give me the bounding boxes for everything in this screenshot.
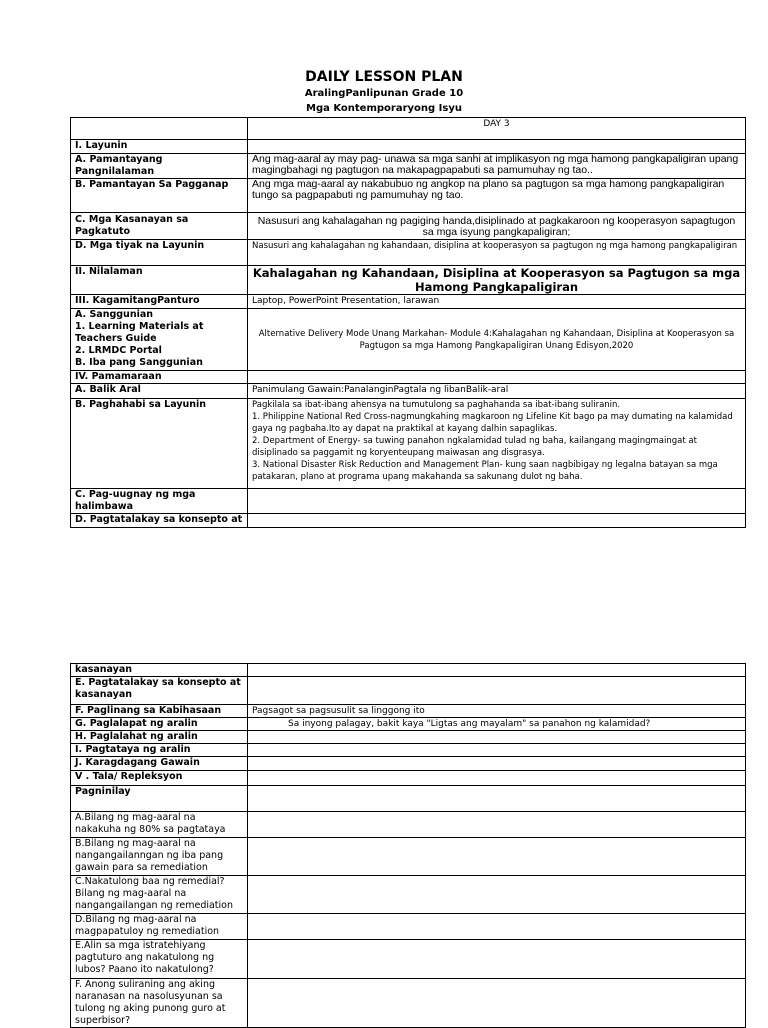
row-label: B. Pamantayan Sa Pagganap [71, 179, 248, 213]
row-label [71, 309, 248, 371]
row-label: kasanayan [71, 664, 248, 677]
table-row [71, 179, 746, 213]
row-label: F. Paglinang sa Kabihasaan [71, 705, 248, 718]
lesson-content-title: Kahalagahan ng Kahandaan, Disiplina at Kooperasyon sa Pagtugon sa mga Hamong Pangkapaligiran [248, 266, 746, 295]
lesson-plan-table-page2 [70, 663, 746, 1028]
table-row [71, 979, 746, 1028]
table-cell [248, 677, 746, 705]
row-value: Sa inyong palagay, bakit kaya "Ligtas ang mayalam" sa panahon ng kalamidad? [248, 718, 746, 731]
row-label: A. Pamantayang Pangnilalaman [71, 154, 248, 179]
table-cell [248, 744, 746, 757]
table-row [71, 399, 746, 489]
row-label: B. Paghahabi sa Layunin [71, 399, 248, 489]
table-cell [248, 940, 746, 979]
table-row [71, 876, 746, 914]
row-label: C. Mga Kasanayan sa Pagkatuto [71, 213, 248, 240]
reflection-item: F. Anong suliraning ang aking naranasan na nasolusyunan sa tulong ng aking punong guro at superbisor? [71, 979, 248, 1028]
table-cell [248, 514, 746, 528]
table-row [71, 771, 746, 786]
table-cell [248, 664, 746, 677]
table-row [71, 914, 746, 940]
table-cell [248, 812, 746, 838]
row-label: C. Pag-uugnay ng mga halimbawa [71, 489, 248, 514]
table-cell [248, 979, 746, 1028]
topic-subtitle: Mga Kontemporaryong Isyu [306, 103, 462, 114]
row-label: IV. Pamamaraan [71, 371, 248, 384]
row-label: III. KagamitangPanturo [71, 295, 248, 309]
table-row [71, 240, 746, 266]
lesson-plan-table-page1 [70, 117, 746, 528]
row-value: Alternative Delivery Mode Unang Markahan- Module 4:Kahalagahan ng Kahandaan, Disiplina at Kooperasyon sa Pagtugon sa mga Hamong Pangkapaligiran Unang Edisyon,2020 [248, 309, 746, 371]
table-row [71, 757, 746, 771]
table-cell [248, 731, 746, 744]
day-label: DAY 3 [248, 118, 746, 140]
table-cell [248, 371, 746, 384]
row-label: V . Tala/ Repleksyon [71, 771, 248, 786]
row-label: A. Balik Aral [71, 384, 248, 399]
row-value: Nasusuri ang kahalagahan ng pagiging handa,disiplinado at pagkakaroon ng kooperasyon sapagtugon sa mga isyung pangkapaligiran; [248, 213, 746, 240]
table-cell [248, 838, 746, 876]
table-row [71, 677, 746, 705]
row-value: Panimulang Gawain:PanalanginPagtala ng libanBalik-aral [248, 384, 746, 399]
table-row [71, 266, 746, 295]
row-value: Nasusuri ang kahalagahan ng kahandaan, disiplina at kooperasyon sa pagtugon ng mga hamong pangkapaligiran [248, 240, 746, 266]
subject-subtitle: AralingPanlipunan Grade 10 [304, 88, 464, 99]
table-cell [248, 914, 746, 940]
row-label: H. Paglalahat ng aralin [71, 731, 248, 744]
table-row [71, 664, 746, 677]
table-cell [248, 876, 746, 914]
table-cell [248, 757, 746, 771]
reflection-item: B.Bilang ng mag-aaral na nangangailanngan ng iba pang gawain para sa remediation [71, 838, 248, 876]
row-label: II. Nilalaman [71, 266, 248, 295]
row-value: Laptop, PowerPoint Presentation, larawan [248, 295, 746, 309]
row-label: Pagninilay [71, 786, 248, 812]
row-label: G. Paglalapat ng aralin [71, 718, 248, 731]
table-cell [71, 118, 248, 140]
row-label: D. Mga tiyak na Layunin [71, 240, 248, 266]
table-cell [248, 140, 746, 154]
row-label: I. Layunin [71, 140, 248, 154]
row-label: J. Karagdagang Gawain [71, 757, 248, 771]
row-label: I. Pagtataya ng aralin [71, 744, 248, 757]
table-row [71, 744, 746, 757]
row-value [248, 399, 746, 489]
table-row [71, 309, 746, 371]
table-row [71, 731, 746, 744]
table-row [71, 514, 746, 528]
table-row [71, 718, 746, 731]
table-cell [248, 771, 746, 786]
reflection-item: A.Bilang ng mag-aaral na nakakuha ng 80% sa pagtataya [71, 812, 248, 838]
text-line: Pagkilala sa ibat-ibang ahensya na tumutulong sa paghahanda sa ibat-ibang suliranin. [252, 400, 621, 410]
text-line: 3. National Disaster Risk Reduction and Management Plan- kung saan nagbibigay ng legalna batayan sa mga patakaran, plano at programa upang makahanda sa sakunang dulot ng baha. [252, 460, 718, 482]
reflection-item: E.Alin sa mga istratehiyang pagtuturo ang nakatulong ng lubos? Paano ito nakatulong? [71, 940, 248, 979]
label-line: 2. LRMDC Portal [75, 345, 162, 356]
text-line: 1. Philippine National Red Cross-nagmungkahing magkaroon ng Lifeline Kit bago pa may dumating na kalamidad gaya ng pagbaha.Ito ay dapat na praktikal at kayang dalhin sapaglikas. [252, 412, 733, 434]
text-line: 2. Department of Energy- sa tuwing panahon ngkalamidad tulad ng baha, kailangang magingmaingat at disiplinado sa paggamit ng koryenteupang maiwasan ang disgrasya. [252, 436, 697, 458]
reflection-item: D.Bilang ng mag-aaral na magpapatuloy ng remediation [71, 914, 248, 940]
table-cell [248, 489, 746, 514]
table-row [71, 489, 746, 514]
label-line: B. Iba pang Sanggunian [75, 357, 203, 368]
table-row [71, 140, 746, 154]
table-row [71, 940, 746, 979]
page-title: DAILY LESSON PLAN [305, 69, 463, 85]
table-row [71, 154, 746, 179]
row-label: D. Pagtatalakay sa konsepto at [71, 514, 248, 528]
reflection-item: C.Nakatulong baa ng remedial?Bilang ng mag-aaral na nangangailangan ng remediation [71, 876, 248, 914]
table-row [71, 213, 746, 240]
table-row [71, 786, 746, 812]
row-value: Ang mag-aaral ay may pag- unawa sa mga sanhi at implikasyon ng mga hamong pangkapaligiran upang magingbahagi ng pagtugon na makapagpapabuti sa pamumuhay ng tao.. [248, 154, 746, 179]
table-row [71, 384, 746, 399]
table-row [71, 295, 746, 309]
label-line: A. Sanggunian [75, 309, 154, 320]
table-row [71, 371, 746, 384]
table-row [71, 118, 746, 140]
row-value: Ang mga mag-aaral ay nakabubuo ng angkop na plano sa pagtugon sa mga hamong pangkapaligiran tungo sa pagpapabuti ng pamumuhay ng tao. [248, 179, 746, 213]
table-row [71, 812, 746, 838]
row-label: E. Pagtatalakay sa konsepto at kasanayan [71, 677, 248, 705]
label-line: 1. Learning Materials at Teachers Guide [75, 321, 204, 344]
table-row [71, 705, 746, 718]
table-row [71, 838, 746, 876]
row-value: Pagsagot sa pagsusulit sa linggong ito [248, 705, 746, 718]
table-cell [248, 786, 746, 812]
